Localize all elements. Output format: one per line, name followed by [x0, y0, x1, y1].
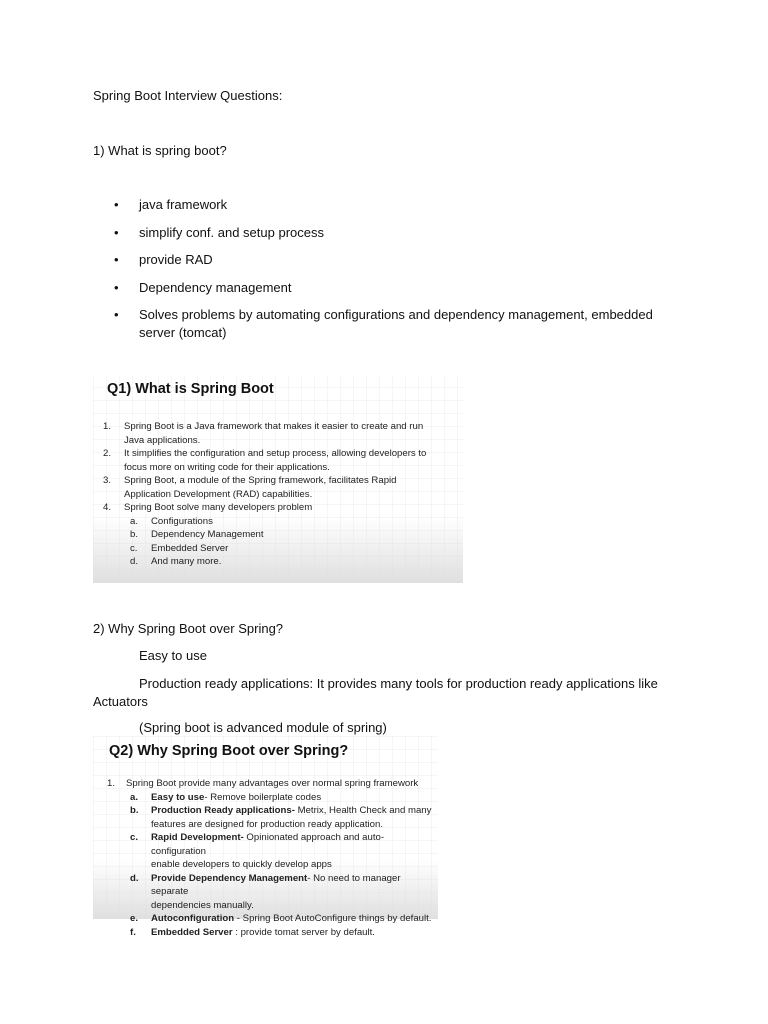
item-number: a.	[130, 515, 139, 527]
item-number: d.	[130, 556, 139, 567]
item-text: Spring Boot, a module of the Spring framework, facilitates Rapid	[124, 475, 397, 486]
item-text-cont: Application Development (RAD) capabilities.	[124, 488, 313, 500]
item-text: It simplifies the configuration and setup process, allowing developers to	[124, 448, 427, 459]
document-heading: Spring Boot Interview Questions:	[93, 88, 283, 103]
item-text: Metrix, Health Check and many	[294, 805, 432, 816]
slide-list-item	[93, 447, 426, 474]
slide-sub-item	[93, 872, 438, 913]
item-text: : provide tomat server by default.	[232, 926, 375, 938]
q1-slide-image	[93, 376, 463, 583]
item-text: Spring Boot solve many developers problem	[124, 502, 313, 513]
item-bold-text: Provide Dependency Management	[151, 872, 308, 884]
item-text-cont: features are designed for production ready application.	[151, 818, 383, 830]
list-item: • provide RAD	[0, 251, 669, 269]
list-item: • Dependency management	[0, 279, 669, 297]
list-item: • java framework	[0, 196, 669, 214]
slide-sub-item	[93, 791, 438, 805]
item-number: 3.	[103, 475, 112, 486]
item-text: Embedded Server	[151, 542, 229, 554]
item-number: 1.	[107, 778, 116, 789]
item-number: e.	[130, 913, 139, 924]
q2-note: (Spring boot is advanced module of spring)	[139, 720, 387, 735]
slide-list-item	[93, 501, 426, 515]
slide-list-item	[93, 777, 438, 791]
item-bold-text: Embedded Server	[151, 926, 233, 938]
item-text: Dependency Management	[151, 529, 264, 540]
list-item: • simplify conf. and setup process	[0, 224, 669, 242]
item-number: b.	[130, 529, 139, 540]
item-number: a.	[130, 791, 139, 803]
slide-sub-item	[93, 555, 426, 569]
item-number: d.	[130, 872, 139, 884]
slide-list-item	[93, 474, 426, 501]
item-text-cont: Java applications.	[124, 434, 201, 446]
item-number: f.	[130, 926, 136, 938]
item-bold-text: Production Ready applications-	[151, 805, 295, 816]
slide-sub-item	[93, 912, 438, 926]
item-text: - Spring Boot AutoConfigure things by default.	[234, 913, 432, 924]
slide-sub-item	[93, 528, 426, 542]
item-number: 2.	[103, 448, 112, 459]
item-text-cont: focus more on writing code for their applications.	[124, 461, 330, 473]
q1-bullet-list	[0, 196, 768, 352]
slide-list	[93, 420, 426, 569]
q2-slide-image	[93, 735, 438, 938]
item-number: c.	[130, 542, 138, 554]
slide-sub-item	[93, 804, 438, 831]
item-text: Spring Boot provide many advantages over normal spring framework	[126, 778, 419, 789]
item-text: Configurations	[151, 515, 213, 527]
item-text-cont: dependencies manually.	[151, 899, 254, 911]
item-bold-text: Rapid Development-	[151, 832, 244, 843]
slide-title: Q1) What is Spring Boot	[107, 381, 274, 397]
item-text: Spring Boot is a Java framework that makes it easier to create and run	[124, 421, 424, 432]
list-item: • Solves problems by automating configurations and dependency management, embedded server (tomcat)	[0, 306, 669, 342]
slide-list-item	[93, 420, 426, 447]
slide-title: Q2) Why Spring Boot over Spring?	[109, 743, 349, 759]
slide-sub-item	[93, 515, 426, 529]
slide-sub-item	[93, 926, 438, 940]
item-bold-text: Easy to use	[151, 791, 205, 803]
item-text: And many more.	[151, 556, 222, 567]
item-number: 1.	[103, 421, 112, 432]
item-bold-text: Autoconfiguration	[151, 913, 235, 924]
item-text: - Remove boilerplate codes	[204, 791, 322, 803]
q2-production-ready: Production ready applications: It provides many tools for production ready applications like Actuators	[93, 676, 658, 709]
item-number: b.	[130, 805, 139, 816]
slide-list	[93, 777, 438, 939]
item-number: 4.	[103, 502, 112, 513]
slide-sub-item	[93, 542, 426, 556]
item-number: c.	[130, 832, 139, 843]
slide-sub-item	[93, 831, 438, 872]
item-text-cont: enable developers to quickly develop apps	[151, 859, 332, 870]
q2-easy-to-use: Easy to use	[139, 648, 207, 663]
question-2: 2) Why Spring Boot over Spring?	[93, 621, 284, 636]
item-text: - No need to manager separate	[151, 872, 401, 897]
question-1: 1) What is spring boot?	[93, 143, 227, 158]
item-text: Opinionated approach and auto-configuration	[151, 832, 385, 857]
